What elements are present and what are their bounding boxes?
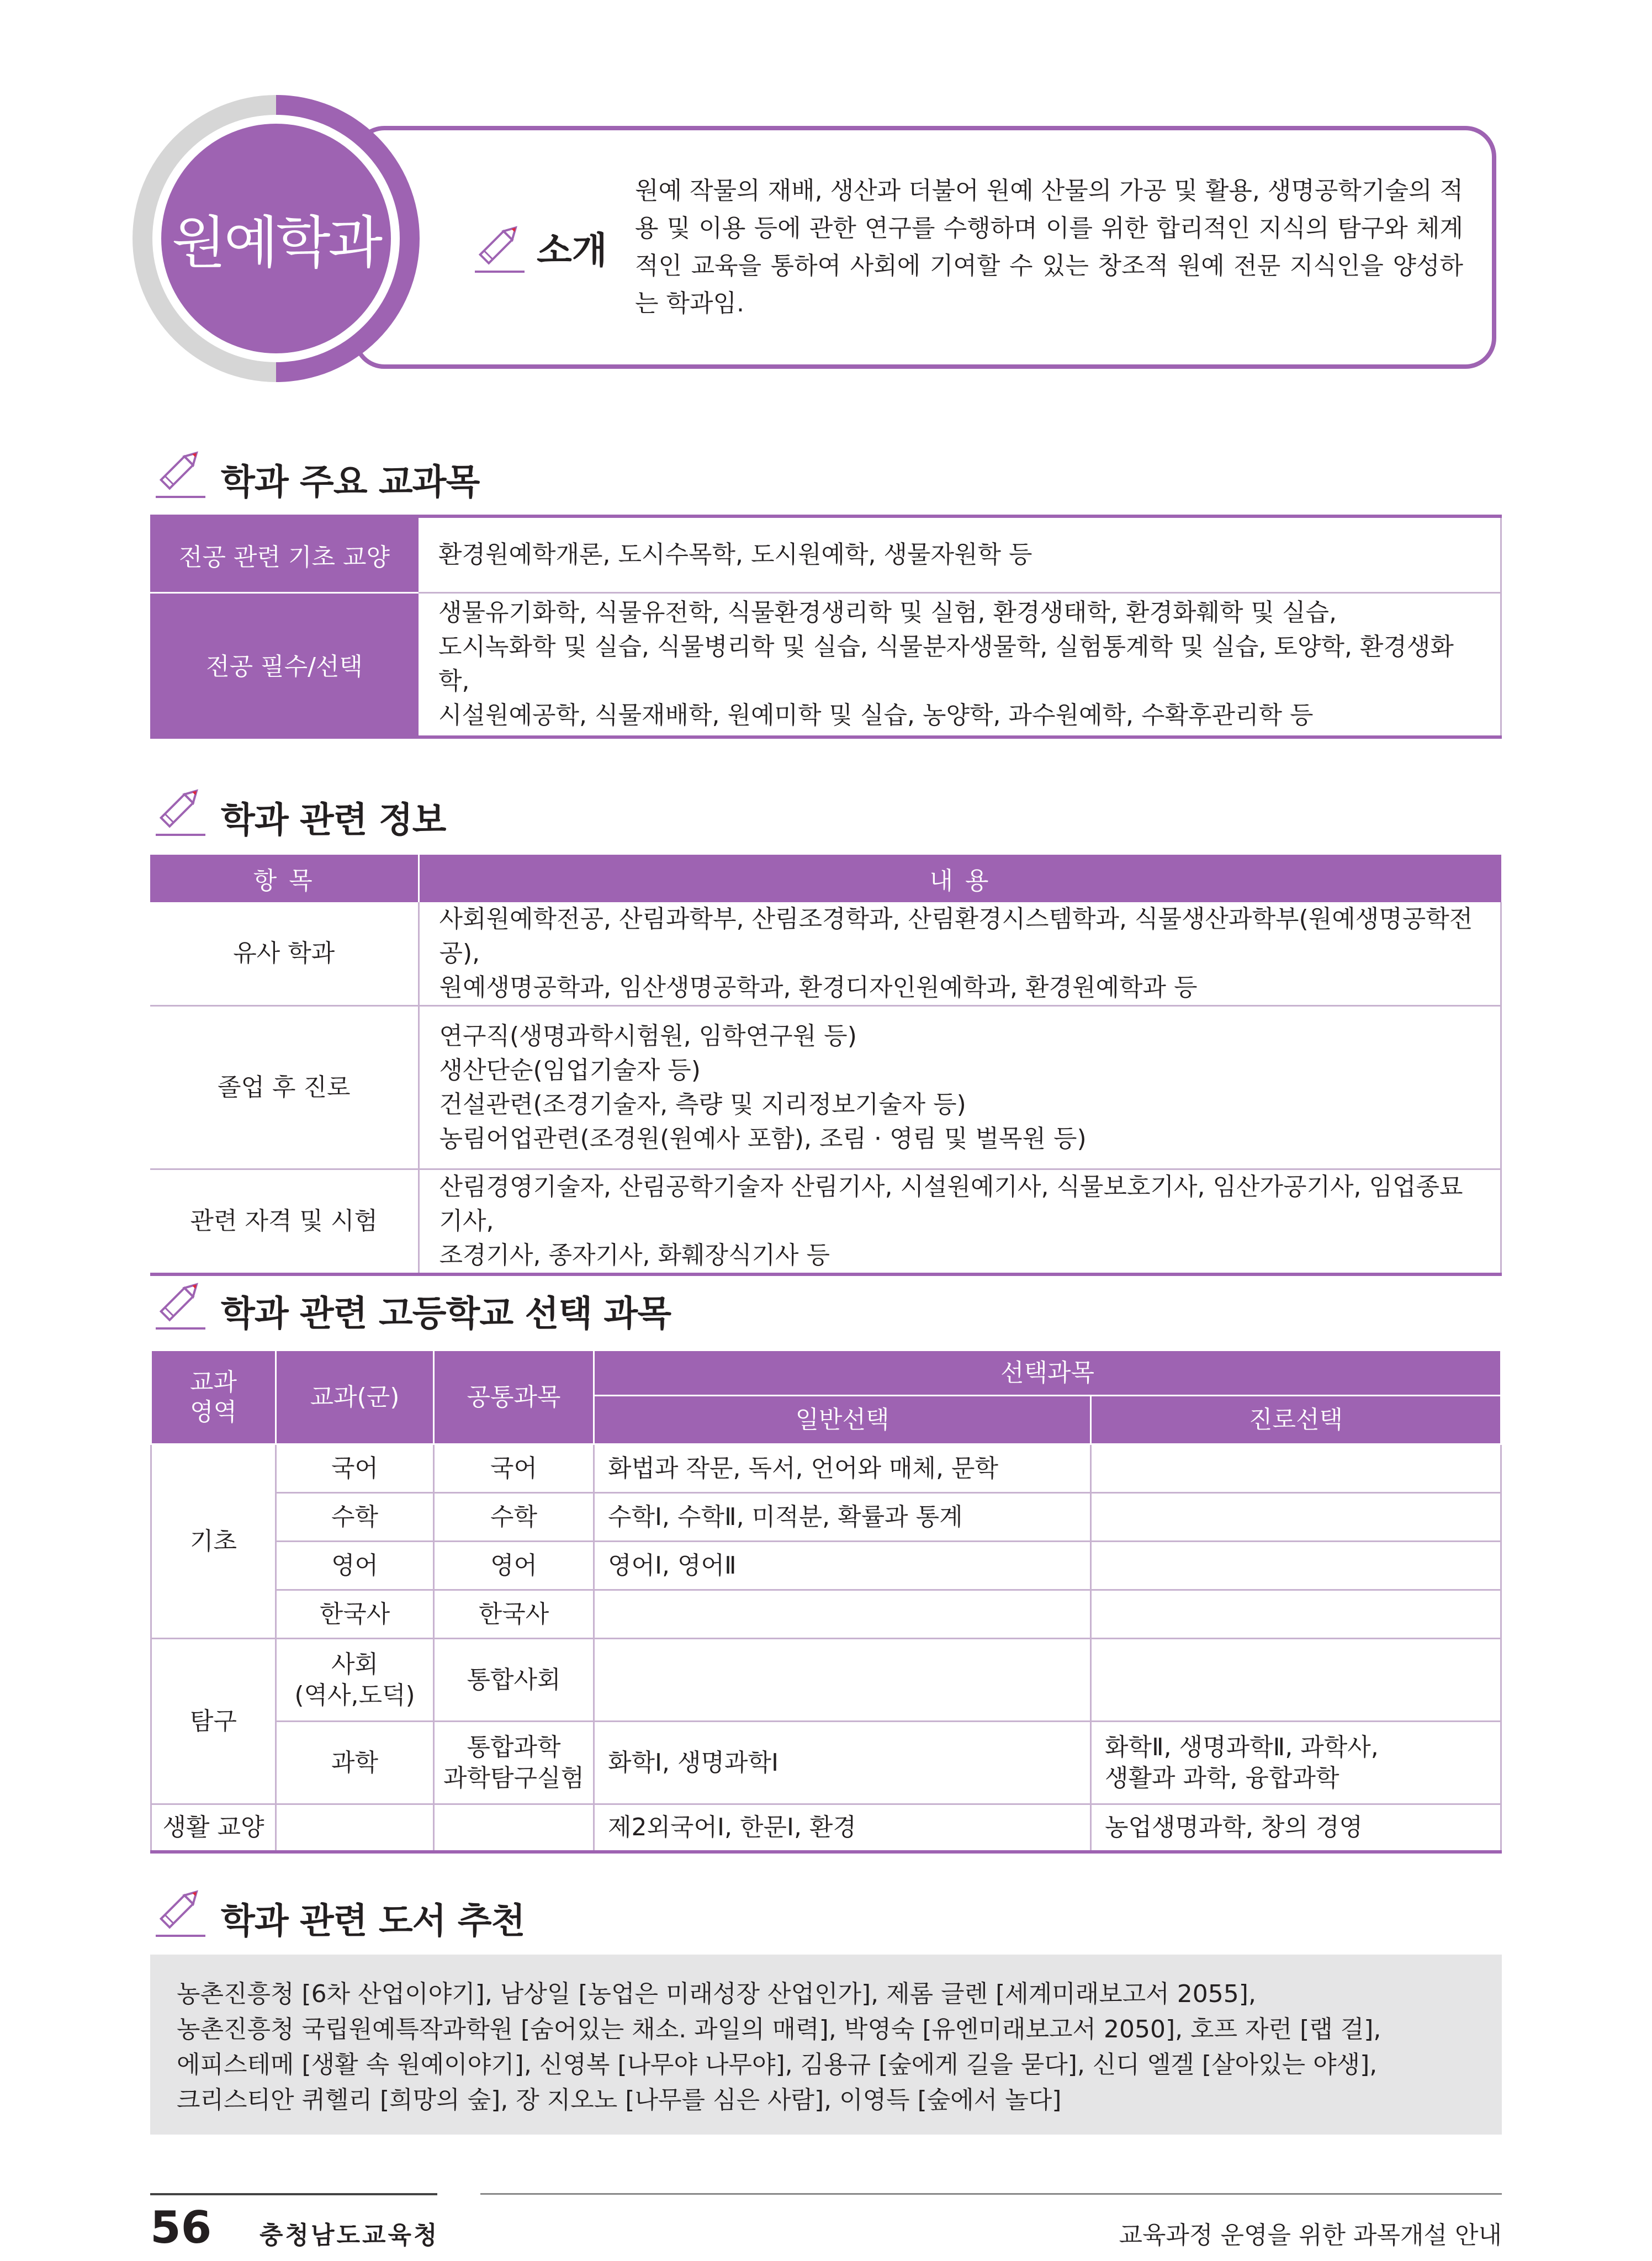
table-row: [151, 1804, 1501, 1852]
column-header: 일반선택: [594, 1396, 1091, 1444]
row-content: 환경원예학개론, 도시수목학, 도시원예학, 생물자원학 등: [419, 516, 1501, 592]
pencil-icon: [150, 1273, 211, 1334]
footer-divider: [480, 2193, 1502, 2195]
row-label: 관련 자격 및 시험: [150, 1169, 419, 1275]
book-line: 크리스티안 퀴헬리 [희망의 숲], 장 지오노 [나무를 심은 사람], 이영득 [숲에서 놀다]: [177, 2086, 1062, 2114]
column-header: 교과(군): [276, 1351, 434, 1444]
book-recommendations: [150, 1955, 1502, 2135]
general-cell: 수학Ⅰ, 수학Ⅱ, 미적분, 확률과 통계: [594, 1493, 1091, 1542]
row-content: 생물유기화학, 식물유전학, 식물환경생리학 및 실험, 환경생태학, 환경화훼학 및 실습, 도시녹화학 및 실습, 식물병리학 및 실습, 식물분자생물학, 실험통계학 및 실습, 토양학, 환경생화학, 시설원예공학, 식물재배학, 원예미학 및 실습, 농양학, 과수원예학, 수확후관리학 등: [419, 592, 1501, 737]
table-row: [150, 902, 1501, 1006]
table-row: [150, 1169, 1501, 1275]
table-row: [150, 1006, 1501, 1169]
section-title-courses: 학과 주요 교과목: [221, 462, 480, 503]
courses-table: [150, 515, 1502, 739]
book-line: 농촌진흥청 [6차 산업이야기], 남상일 [농업은 미래성장 산업인가], 제롬 글렌 [세계미래보고서 2055],: [177, 1980, 1256, 2008]
column-header: 항 목: [150, 855, 419, 902]
group-cell: 영어: [276, 1542, 434, 1590]
area-cell: 탐구: [151, 1639, 276, 1804]
career-cell: [1091, 1493, 1501, 1542]
row-content: 사회원예학전공, 산림과학부, 산림조경학과, 산림환경시스템학과, 식물생산과학부(원예생명공학전공), 원예생명공학과, 임산생명공학과, 환경디자인원예학과, 환경원예학과 등: [419, 902, 1501, 1006]
general-cell: [594, 1590, 1091, 1639]
group-cell: 국어: [276, 1444, 434, 1493]
table-row: [151, 1493, 1501, 1542]
common-cell: 한국사: [434, 1590, 594, 1639]
table-row: [151, 1722, 1501, 1804]
table-row: [151, 1542, 1501, 1590]
pencil-icon: [150, 780, 211, 840]
column-header: 공통과목: [434, 1351, 594, 1444]
table-row: [151, 1639, 1501, 1722]
row-content: 연구직(생명과학시험원, 임학연구원 등) 생산단순(임업기술자 등) 건설관련(조경기술자, 측량 및 지리정보기술자 등) 농림어업관련(조경원(원예사 포함), 조림 · 영림 및 벌목원 등): [419, 1006, 1501, 1169]
table-row: [151, 1590, 1501, 1639]
publisher: 충청남도교육청: [260, 2221, 440, 2249]
table-row: [150, 592, 1501, 737]
section-title-books: 학과 관련 도서 추천: [221, 1901, 525, 1942]
area-cell: 생활 교양: [151, 1804, 276, 1852]
intro-label: 소개: [537, 229, 607, 272]
department-badge: [133, 95, 420, 382]
common-cell: 수학: [434, 1493, 594, 1542]
common-cell: 통합사회: [434, 1639, 594, 1722]
common-cell: 통합과학 과학탐구실험: [434, 1722, 594, 1804]
career-cell: 농업생명과학, 창의 경영: [1091, 1804, 1501, 1852]
section-title-hs: 학과 관련 고등학교 선택 과목: [221, 1294, 671, 1335]
row-label: 전공 필수/선택: [150, 592, 419, 737]
group-cell: 사회 (역사,도덕): [276, 1639, 434, 1722]
area-cell: 기초: [151, 1444, 276, 1639]
group-cell: [276, 1804, 434, 1852]
column-header: 진로선택: [1091, 1396, 1501, 1444]
page-number: 56: [150, 2202, 212, 2253]
group-cell: 수학: [276, 1493, 434, 1542]
general-cell: 화법과 작문, 독서, 언어와 매체, 문학: [594, 1444, 1091, 1493]
pencil-icon: [150, 1881, 211, 1941]
row-content: 산림경영기술자, 산림공학기술자 산림기사, 시설원예기사, 식물보호기사, 임산가공기사, 임업종묘기사, 조경기사, 종자기사, 화훼장식기사 등: [419, 1169, 1501, 1275]
career-cell: [1091, 1444, 1501, 1493]
row-label: 전공 관련 기초 교양: [150, 516, 419, 592]
intro-text: 원예 작물의 재배, 생산과 더불어 원예 산물의 가공 및 활용, 생명공학기술의 적용 및 이용 등에 관한 연구를 수행하며 이를 위한 합리적인 지식의 탐구와 체계적인 교육을 통하여 사회에 기여할 수 있는 창조적 원예 전문 지식인을 양성하는 학과임.: [635, 177, 1463, 317]
table-row: [151, 1444, 1501, 1493]
column-header: 교과 영역: [151, 1351, 276, 1444]
pencil-icon: [150, 442, 211, 502]
general-cell: 제2외국어Ⅰ, 한문Ⅰ, 환경: [594, 1804, 1091, 1852]
common-cell: 국어: [434, 1444, 594, 1493]
hs-subjects-table: [150, 1349, 1502, 1854]
book-line: 농촌진흥청 국립원예특작과학원 [숨어있는 채소. 과일의 매력], 박영숙 [유엔미래보고서 2050], 호프 자런 [랩 걸],: [177, 2015, 1381, 2043]
pencil-icon: [469, 216, 530, 277]
common-cell: 영어: [434, 1542, 594, 1590]
career-cell: [1091, 1542, 1501, 1590]
general-cell: 영어Ⅰ, 영어Ⅱ: [594, 1542, 1091, 1590]
table-header-row: [151, 1351, 1501, 1396]
publication-title: 교육과정 운영을 위한 과목개설 안내: [1119, 2221, 1502, 2249]
row-label: 유사 학과: [150, 902, 419, 1006]
footer-divider: [150, 2193, 437, 2195]
column-header: 내 용: [419, 855, 1501, 902]
department-title: 원예학과: [161, 124, 391, 353]
info-table: [150, 855, 1502, 1276]
row-label: 졸업 후 진로: [150, 1006, 419, 1169]
general-cell: [594, 1639, 1091, 1722]
common-cell: [434, 1804, 594, 1852]
career-cell: [1091, 1639, 1501, 1722]
column-header: 선택과목: [594, 1351, 1501, 1396]
group-cell: 한국사: [276, 1590, 434, 1639]
general-cell: 화학Ⅰ, 생명과학Ⅰ: [594, 1722, 1091, 1804]
book-line: 에피스테메 [생활 속 원예이야기], 신영복 [나무야 나무야], 김용규 [숲에게 길을 묻다], 신디 엘겔 [살아있는 야생],: [177, 2051, 1378, 2079]
table-header-row: [150, 855, 1501, 902]
career-cell: [1091, 1590, 1501, 1639]
section-title-info: 학과 관련 정보: [221, 800, 446, 841]
group-cell: 과학: [276, 1722, 434, 1804]
career-cell: 화학Ⅱ, 생명과학Ⅱ, 과학사, 생활과 과학, 융합과학: [1091, 1722, 1501, 1804]
table-row: [150, 516, 1501, 592]
